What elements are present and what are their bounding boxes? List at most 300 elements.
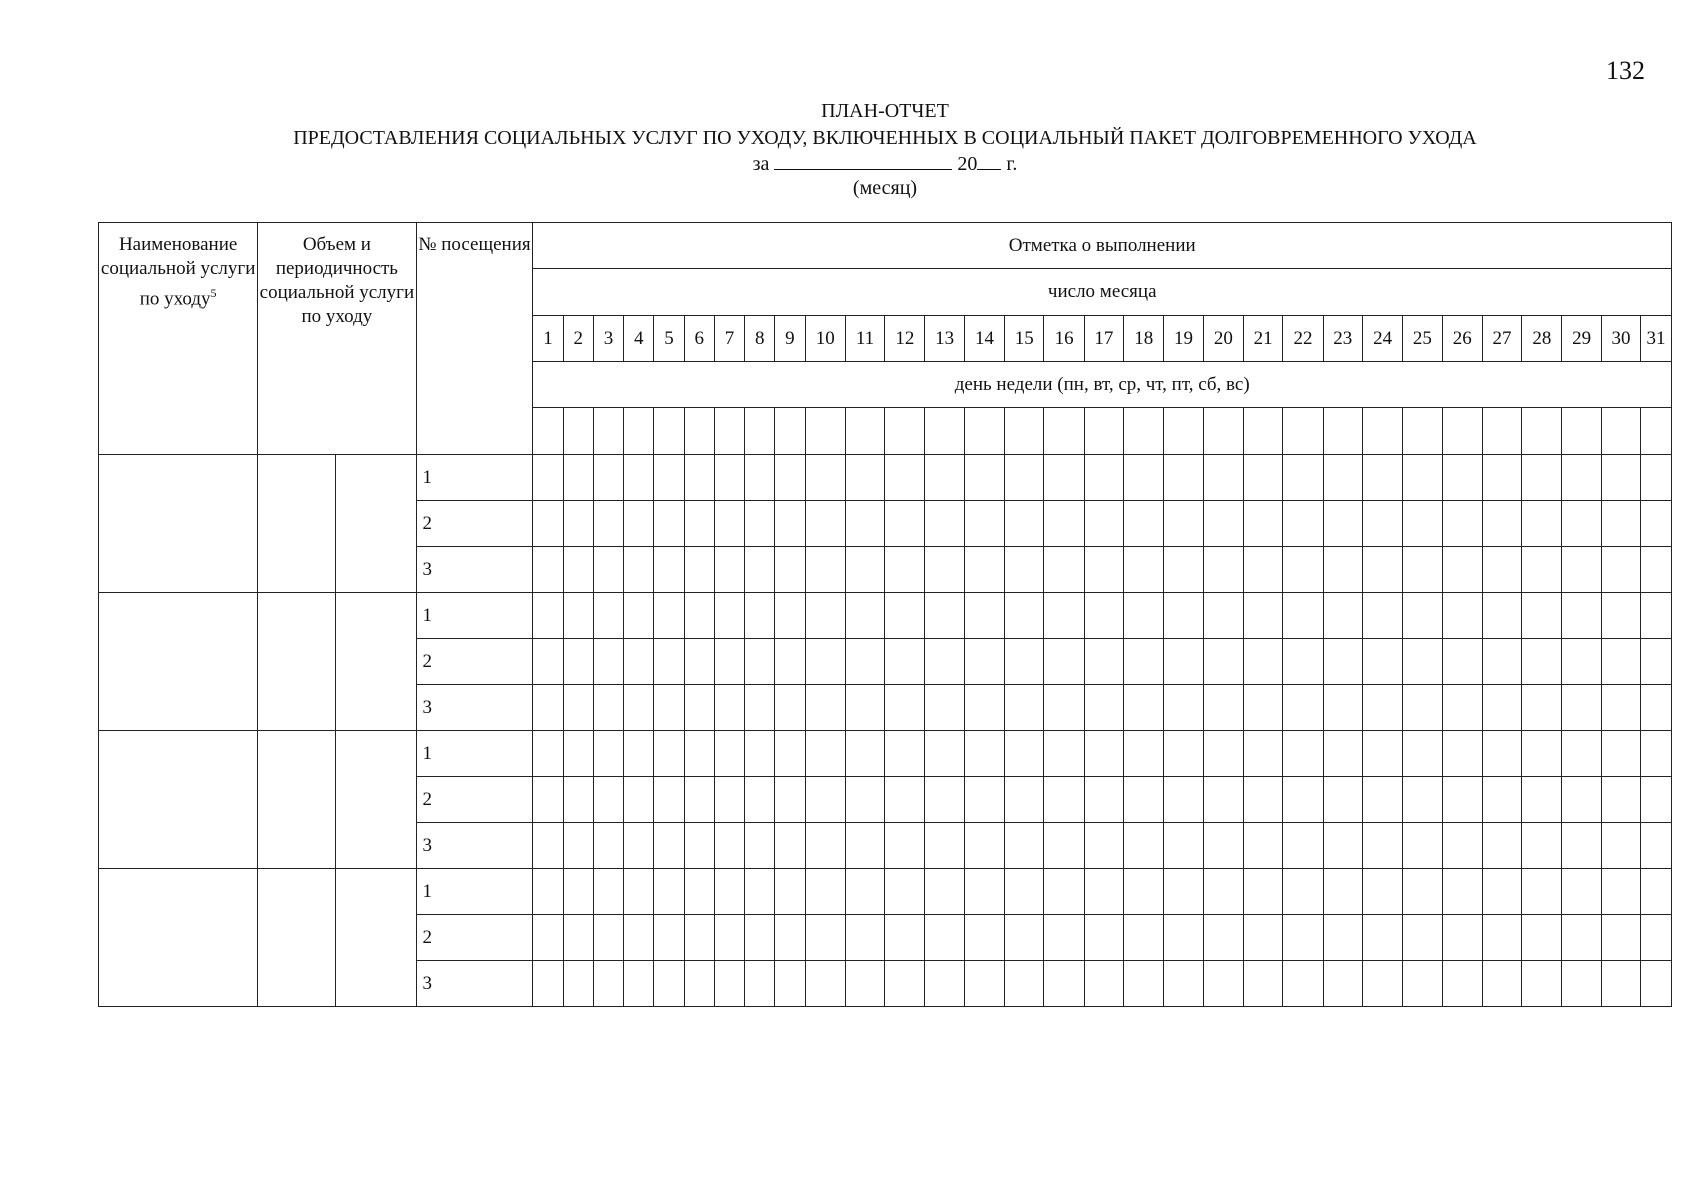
completion-mark-cell[interactable] — [805, 961, 845, 1007]
completion-mark-cell[interactable] — [1323, 547, 1362, 593]
weekday-cell[interactable] — [925, 408, 964, 455]
weekday-cell[interactable] — [684, 408, 714, 455]
completion-mark-cell[interactable] — [654, 455, 684, 501]
completion-mark-cell[interactable] — [1243, 777, 1282, 823]
completion-mark-cell[interactable] — [654, 961, 684, 1007]
completion-mark-cell[interactable] — [1283, 501, 1323, 547]
completion-mark-cell[interactable] — [714, 731, 744, 777]
completion-mark-cell[interactable] — [925, 823, 964, 869]
completion-mark-cell[interactable] — [1323, 961, 1362, 1007]
completion-mark-cell[interactable] — [1442, 685, 1482, 731]
service-volume-cell[interactable] — [258, 731, 336, 869]
completion-mark-cell[interactable] — [714, 823, 744, 869]
completion-mark-cell[interactable] — [1044, 869, 1084, 915]
service-volume-cell[interactable] — [258, 455, 336, 593]
completion-mark-cell[interactable] — [1601, 777, 1640, 823]
completion-mark-cell[interactable] — [1243, 639, 1282, 685]
service-name-cell[interactable] — [99, 455, 258, 593]
completion-mark-cell[interactable] — [1641, 501, 1672, 547]
completion-mark-cell[interactable] — [925, 915, 964, 961]
completion-mark-cell[interactable] — [1084, 501, 1123, 547]
completion-mark-cell[interactable] — [1164, 685, 1203, 731]
weekday-cell[interactable] — [885, 408, 925, 455]
completion-mark-cell[interactable] — [533, 961, 563, 1007]
completion-mark-cell[interactable] — [593, 639, 623, 685]
completion-mark-cell[interactable] — [593, 777, 623, 823]
completion-mark-cell[interactable] — [1164, 869, 1203, 915]
completion-mark-cell[interactable] — [1403, 869, 1442, 915]
service-periodicity-cell[interactable] — [335, 869, 416, 1007]
completion-mark-cell[interactable] — [593, 547, 623, 593]
completion-mark-cell[interactable] — [1203, 547, 1243, 593]
completion-mark-cell[interactable] — [1005, 547, 1044, 593]
completion-mark-cell[interactable] — [845, 869, 884, 915]
completion-mark-cell[interactable] — [624, 547, 654, 593]
completion-mark-cell[interactable] — [745, 915, 775, 961]
weekday-cell[interactable] — [593, 408, 623, 455]
completion-mark-cell[interactable] — [1403, 455, 1442, 501]
completion-mark-cell[interactable] — [1283, 685, 1323, 731]
completion-mark-cell[interactable] — [964, 777, 1004, 823]
completion-mark-cell[interactable] — [624, 869, 654, 915]
completion-mark-cell[interactable] — [1482, 823, 1521, 869]
completion-mark-cell[interactable] — [845, 685, 884, 731]
completion-mark-cell[interactable] — [1522, 685, 1562, 731]
weekday-cell[interactable] — [1601, 408, 1640, 455]
completion-mark-cell[interactable] — [745, 731, 775, 777]
service-name-cell[interactable] — [99, 731, 258, 869]
completion-mark-cell[interactable] — [1124, 823, 1164, 869]
weekday-cell[interactable] — [533, 408, 563, 455]
completion-mark-cell[interactable] — [1124, 961, 1164, 1007]
completion-mark-cell[interactable] — [845, 777, 884, 823]
completion-mark-cell[interactable] — [925, 593, 964, 639]
completion-mark-cell[interactable] — [964, 593, 1004, 639]
completion-mark-cell[interactable] — [593, 915, 623, 961]
completion-mark-cell[interactable] — [1005, 915, 1044, 961]
completion-mark-cell[interactable] — [654, 823, 684, 869]
completion-mark-cell[interactable] — [1084, 639, 1123, 685]
completion-mark-cell[interactable] — [1522, 961, 1562, 1007]
completion-mark-cell[interactable] — [925, 639, 964, 685]
completion-mark-cell[interactable] — [1562, 455, 1601, 501]
completion-mark-cell[interactable] — [1641, 593, 1672, 639]
completion-mark-cell[interactable] — [1482, 731, 1521, 777]
completion-mark-cell[interactable] — [1243, 915, 1282, 961]
completion-mark-cell[interactable] — [1044, 685, 1084, 731]
completion-mark-cell[interactable] — [1243, 455, 1282, 501]
completion-mark-cell[interactable] — [1641, 869, 1672, 915]
completion-mark-cell[interactable] — [1482, 547, 1521, 593]
completion-mark-cell[interactable] — [624, 731, 654, 777]
completion-mark-cell[interactable] — [1442, 777, 1482, 823]
completion-mark-cell[interactable] — [1243, 501, 1282, 547]
completion-mark-cell[interactable] — [1124, 547, 1164, 593]
completion-mark-cell[interactable] — [654, 639, 684, 685]
completion-mark-cell[interactable] — [1044, 777, 1084, 823]
completion-mark-cell[interactable] — [1522, 501, 1562, 547]
completion-mark-cell[interactable] — [714, 961, 744, 1007]
completion-mark-cell[interactable] — [1362, 547, 1402, 593]
completion-mark-cell[interactable] — [775, 731, 805, 777]
completion-mark-cell[interactable] — [1283, 869, 1323, 915]
completion-mark-cell[interactable] — [775, 961, 805, 1007]
weekday-cell[interactable] — [1442, 408, 1482, 455]
completion-mark-cell[interactable] — [845, 501, 884, 547]
completion-mark-cell[interactable] — [533, 593, 563, 639]
completion-mark-cell[interactable] — [805, 501, 845, 547]
completion-mark-cell[interactable] — [1323, 777, 1362, 823]
weekday-cell[interactable] — [1562, 408, 1601, 455]
completion-mark-cell[interactable] — [654, 501, 684, 547]
completion-mark-cell[interactable] — [1203, 915, 1243, 961]
completion-mark-cell[interactable] — [533, 777, 563, 823]
completion-mark-cell[interactable] — [745, 593, 775, 639]
completion-mark-cell[interactable] — [775, 685, 805, 731]
completion-mark-cell[interactable] — [964, 731, 1004, 777]
completion-mark-cell[interactable] — [1164, 501, 1203, 547]
completion-mark-cell[interactable] — [1203, 961, 1243, 1007]
completion-mark-cell[interactable] — [563, 915, 593, 961]
completion-mark-cell[interactable] — [1005, 639, 1044, 685]
completion-mark-cell[interactable] — [563, 961, 593, 1007]
completion-mark-cell[interactable] — [1562, 639, 1601, 685]
completion-mark-cell[interactable] — [624, 455, 654, 501]
completion-mark-cell[interactable] — [1362, 915, 1402, 961]
weekday-cell[interactable] — [1641, 408, 1672, 455]
completion-mark-cell[interactable] — [654, 731, 684, 777]
completion-mark-cell[interactable] — [1522, 915, 1562, 961]
completion-mark-cell[interactable] — [805, 915, 845, 961]
completion-mark-cell[interactable] — [563, 869, 593, 915]
completion-mark-cell[interactable] — [964, 501, 1004, 547]
weekday-cell[interactable] — [1522, 408, 1562, 455]
completion-mark-cell[interactable] — [1243, 823, 1282, 869]
completion-mark-cell[interactable] — [1562, 547, 1601, 593]
service-periodicity-cell[interactable] — [335, 455, 416, 593]
completion-mark-cell[interactable] — [1084, 455, 1123, 501]
completion-mark-cell[interactable] — [1403, 777, 1442, 823]
completion-mark-cell[interactable] — [1005, 823, 1044, 869]
completion-mark-cell[interactable] — [845, 961, 884, 1007]
completion-mark-cell[interactable] — [1323, 869, 1362, 915]
completion-mark-cell[interactable] — [1164, 823, 1203, 869]
completion-mark-cell[interactable] — [1084, 593, 1123, 639]
completion-mark-cell[interactable] — [1601, 731, 1640, 777]
completion-mark-cell[interactable] — [1403, 731, 1442, 777]
completion-mark-cell[interactable] — [845, 593, 884, 639]
completion-mark-cell[interactable] — [885, 961, 925, 1007]
completion-mark-cell[interactable] — [775, 547, 805, 593]
completion-mark-cell[interactable] — [533, 501, 563, 547]
completion-mark-cell[interactable] — [593, 823, 623, 869]
completion-mark-cell[interactable] — [1323, 915, 1362, 961]
completion-mark-cell[interactable] — [1362, 685, 1402, 731]
completion-mark-cell[interactable] — [533, 731, 563, 777]
completion-mark-cell[interactable] — [925, 961, 964, 1007]
completion-mark-cell[interactable] — [684, 961, 714, 1007]
completion-mark-cell[interactable] — [1164, 777, 1203, 823]
completion-mark-cell[interactable] — [533, 639, 563, 685]
completion-mark-cell[interactable] — [563, 593, 593, 639]
completion-mark-cell[interactable] — [1601, 593, 1640, 639]
completion-mark-cell[interactable] — [1362, 501, 1402, 547]
completion-mark-cell[interactable] — [1005, 961, 1044, 1007]
completion-mark-cell[interactable] — [714, 455, 744, 501]
completion-mark-cell[interactable] — [1601, 823, 1640, 869]
completion-mark-cell[interactable] — [775, 869, 805, 915]
completion-mark-cell[interactable] — [1641, 777, 1672, 823]
completion-mark-cell[interactable] — [805, 593, 845, 639]
completion-mark-cell[interactable] — [1124, 915, 1164, 961]
completion-mark-cell[interactable] — [805, 547, 845, 593]
completion-mark-cell[interactable] — [1403, 685, 1442, 731]
completion-mark-cell[interactable] — [1124, 455, 1164, 501]
weekday-cell[interactable] — [1124, 408, 1164, 455]
completion-mark-cell[interactable] — [1601, 685, 1640, 731]
weekday-cell[interactable] — [845, 408, 884, 455]
weekday-cell[interactable] — [1283, 408, 1323, 455]
completion-mark-cell[interactable] — [964, 823, 1004, 869]
completion-mark-cell[interactable] — [563, 823, 593, 869]
completion-mark-cell[interactable] — [745, 685, 775, 731]
completion-mark-cell[interactable] — [1482, 961, 1521, 1007]
completion-mark-cell[interactable] — [1164, 547, 1203, 593]
completion-mark-cell[interactable] — [1084, 685, 1123, 731]
completion-mark-cell[interactable] — [1601, 639, 1640, 685]
completion-mark-cell[interactable] — [1562, 731, 1601, 777]
completion-mark-cell[interactable] — [1203, 593, 1243, 639]
completion-mark-cell[interactable] — [1044, 731, 1084, 777]
completion-mark-cell[interactable] — [885, 547, 925, 593]
completion-mark-cell[interactable] — [925, 547, 964, 593]
weekday-cell[interactable] — [1084, 408, 1123, 455]
completion-mark-cell[interactable] — [624, 777, 654, 823]
service-periodicity-cell[interactable] — [335, 593, 416, 731]
completion-mark-cell[interactable] — [964, 915, 1004, 961]
completion-mark-cell[interactable] — [885, 501, 925, 547]
completion-mark-cell[interactable] — [714, 777, 744, 823]
completion-mark-cell[interactable] — [1482, 639, 1521, 685]
completion-mark-cell[interactable] — [714, 685, 744, 731]
completion-mark-cell[interactable] — [1164, 961, 1203, 1007]
completion-mark-cell[interactable] — [1641, 547, 1672, 593]
completion-mark-cell[interactable] — [925, 869, 964, 915]
completion-mark-cell[interactable] — [1601, 455, 1640, 501]
completion-mark-cell[interactable] — [1442, 501, 1482, 547]
weekday-cell[interactable] — [1482, 408, 1521, 455]
service-name-cell[interactable] — [99, 593, 258, 731]
completion-mark-cell[interactable] — [624, 501, 654, 547]
completion-mark-cell[interactable] — [1005, 777, 1044, 823]
completion-mark-cell[interactable] — [563, 501, 593, 547]
completion-mark-cell[interactable] — [593, 961, 623, 1007]
completion-mark-cell[interactable] — [1323, 501, 1362, 547]
service-name-cell[interactable] — [99, 869, 258, 1007]
completion-mark-cell[interactable] — [964, 869, 1004, 915]
completion-mark-cell[interactable] — [775, 593, 805, 639]
completion-mark-cell[interactable] — [1442, 961, 1482, 1007]
completion-mark-cell[interactable] — [885, 823, 925, 869]
completion-mark-cell[interactable] — [805, 823, 845, 869]
completion-mark-cell[interactable] — [1403, 501, 1442, 547]
completion-mark-cell[interactable] — [1562, 593, 1601, 639]
completion-mark-cell[interactable] — [1641, 915, 1672, 961]
completion-mark-cell[interactable] — [1442, 639, 1482, 685]
completion-mark-cell[interactable] — [1522, 593, 1562, 639]
completion-mark-cell[interactable] — [714, 501, 744, 547]
completion-mark-cell[interactable] — [563, 547, 593, 593]
completion-mark-cell[interactable] — [1522, 547, 1562, 593]
completion-mark-cell[interactable] — [1522, 455, 1562, 501]
completion-mark-cell[interactable] — [684, 823, 714, 869]
weekday-cell[interactable] — [1005, 408, 1044, 455]
service-volume-cell[interactable] — [258, 593, 336, 731]
weekday-cell[interactable] — [1044, 408, 1084, 455]
completion-mark-cell[interactable] — [1124, 731, 1164, 777]
completion-mark-cell[interactable] — [1442, 547, 1482, 593]
completion-mark-cell[interactable] — [1522, 639, 1562, 685]
completion-mark-cell[interactable] — [775, 777, 805, 823]
completion-mark-cell[interactable] — [1403, 915, 1442, 961]
completion-mark-cell[interactable] — [805, 639, 845, 685]
weekday-cell[interactable] — [654, 408, 684, 455]
completion-mark-cell[interactable] — [593, 593, 623, 639]
completion-mark-cell[interactable] — [563, 777, 593, 823]
completion-mark-cell[interactable] — [1562, 685, 1601, 731]
completion-mark-cell[interactable] — [1442, 915, 1482, 961]
completion-mark-cell[interactable] — [1164, 593, 1203, 639]
completion-mark-cell[interactable] — [1124, 593, 1164, 639]
completion-mark-cell[interactable] — [654, 685, 684, 731]
completion-mark-cell[interactable] — [1005, 731, 1044, 777]
completion-mark-cell[interactable] — [745, 547, 775, 593]
completion-mark-cell[interactable] — [1601, 869, 1640, 915]
completion-mark-cell[interactable] — [1283, 915, 1323, 961]
completion-mark-cell[interactable] — [1562, 823, 1601, 869]
completion-mark-cell[interactable] — [1362, 639, 1402, 685]
completion-mark-cell[interactable] — [885, 685, 925, 731]
completion-mark-cell[interactable] — [684, 685, 714, 731]
completion-mark-cell[interactable] — [845, 731, 884, 777]
completion-mark-cell[interactable] — [1203, 455, 1243, 501]
completion-mark-cell[interactable] — [593, 455, 623, 501]
completion-mark-cell[interactable] — [654, 593, 684, 639]
completion-mark-cell[interactable] — [964, 639, 1004, 685]
completion-mark-cell[interactable] — [624, 915, 654, 961]
completion-mark-cell[interactable] — [624, 961, 654, 1007]
completion-mark-cell[interactable] — [1164, 915, 1203, 961]
weekday-cell[interactable] — [964, 408, 1004, 455]
completion-mark-cell[interactable] — [593, 685, 623, 731]
weekday-cell[interactable] — [1323, 408, 1362, 455]
completion-mark-cell[interactable] — [1482, 455, 1521, 501]
weekday-cell[interactable] — [1362, 408, 1402, 455]
completion-mark-cell[interactable] — [684, 501, 714, 547]
completion-mark-cell[interactable] — [533, 685, 563, 731]
completion-mark-cell[interactable] — [714, 593, 744, 639]
completion-mark-cell[interactable] — [885, 777, 925, 823]
completion-mark-cell[interactable] — [1084, 731, 1123, 777]
completion-mark-cell[interactable] — [1641, 823, 1672, 869]
completion-mark-cell[interactable] — [1562, 915, 1601, 961]
completion-mark-cell[interactable] — [745, 501, 775, 547]
completion-mark-cell[interactable] — [1403, 639, 1442, 685]
weekday-cell[interactable] — [714, 408, 744, 455]
completion-mark-cell[interactable] — [533, 455, 563, 501]
completion-mark-cell[interactable] — [1044, 593, 1084, 639]
completion-mark-cell[interactable] — [1362, 869, 1402, 915]
completion-mark-cell[interactable] — [1641, 639, 1672, 685]
completion-mark-cell[interactable] — [845, 547, 884, 593]
completion-mark-cell[interactable] — [1044, 455, 1084, 501]
weekday-cell[interactable] — [1203, 408, 1243, 455]
completion-mark-cell[interactable] — [775, 823, 805, 869]
weekday-cell[interactable] — [563, 408, 593, 455]
completion-mark-cell[interactable] — [745, 455, 775, 501]
completion-mark-cell[interactable] — [593, 869, 623, 915]
completion-mark-cell[interactable] — [1124, 501, 1164, 547]
completion-mark-cell[interactable] — [805, 777, 845, 823]
completion-mark-cell[interactable] — [1243, 547, 1282, 593]
completion-mark-cell[interactable] — [1323, 685, 1362, 731]
month-blank[interactable] — [774, 151, 952, 170]
weekday-cell[interactable] — [1403, 408, 1442, 455]
completion-mark-cell[interactable] — [654, 777, 684, 823]
weekday-cell[interactable] — [805, 408, 845, 455]
completion-mark-cell[interactable] — [714, 869, 744, 915]
completion-mark-cell[interactable] — [745, 639, 775, 685]
completion-mark-cell[interactable] — [1243, 593, 1282, 639]
completion-mark-cell[interactable] — [1362, 593, 1402, 639]
completion-mark-cell[interactable] — [885, 731, 925, 777]
completion-mark-cell[interactable] — [1601, 961, 1640, 1007]
completion-mark-cell[interactable] — [1522, 869, 1562, 915]
completion-mark-cell[interactable] — [1482, 685, 1521, 731]
completion-mark-cell[interactable] — [654, 915, 684, 961]
completion-mark-cell[interactable] — [1522, 823, 1562, 869]
completion-mark-cell[interactable] — [1243, 869, 1282, 915]
completion-mark-cell[interactable] — [1124, 685, 1164, 731]
completion-mark-cell[interactable] — [714, 639, 744, 685]
completion-mark-cell[interactable] — [533, 915, 563, 961]
completion-mark-cell[interactable] — [1084, 547, 1123, 593]
completion-mark-cell[interactable] — [654, 547, 684, 593]
completion-mark-cell[interactable] — [1482, 915, 1521, 961]
completion-mark-cell[interactable] — [684, 731, 714, 777]
completion-mark-cell[interactable] — [885, 593, 925, 639]
completion-mark-cell[interactable] — [964, 685, 1004, 731]
completion-mark-cell[interactable] — [1005, 593, 1044, 639]
completion-mark-cell[interactable] — [1601, 915, 1640, 961]
completion-mark-cell[interactable] — [714, 547, 744, 593]
year-blank[interactable] — [977, 151, 1001, 170]
completion-mark-cell[interactable] — [1283, 823, 1323, 869]
completion-mark-cell[interactable] — [684, 639, 714, 685]
completion-mark-cell[interactable] — [885, 869, 925, 915]
weekday-cell[interactable] — [775, 408, 805, 455]
completion-mark-cell[interactable] — [1403, 547, 1442, 593]
completion-mark-cell[interactable] — [885, 915, 925, 961]
completion-mark-cell[interactable] — [925, 501, 964, 547]
completion-mark-cell[interactable] — [805, 685, 845, 731]
completion-mark-cell[interactable] — [775, 501, 805, 547]
completion-mark-cell[interactable] — [1203, 869, 1243, 915]
completion-mark-cell[interactable] — [684, 593, 714, 639]
completion-mark-cell[interactable] — [805, 731, 845, 777]
completion-mark-cell[interactable] — [1283, 961, 1323, 1007]
completion-mark-cell[interactable] — [845, 915, 884, 961]
